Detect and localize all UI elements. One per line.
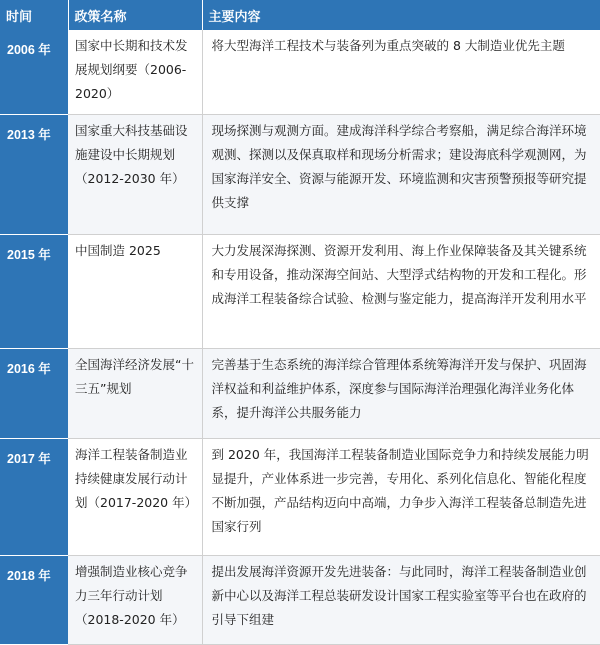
policy-name-cell: 全国海洋经济发展“十三五”规划 <box>68 348 202 438</box>
table-row <box>0 438 600 555</box>
policy-name-cell: 海洋工程装备制造业持续健康发展行动计划（2017-2020 年） <box>68 438 202 555</box>
year-cell: 2013 年 <box>0 114 68 234</box>
content-cell: 到 2020 年，我国海洋工程装备制造业国际竞争力和持续发展能力明显提升，产业体系进一步完善，专用化、系列化信息化、智能化程度不断加强，产品结构迈向中高端，力争步入海洋工程装备总制造先进国家行列 <box>202 438 600 555</box>
year-cell: 2015 年 <box>0 234 68 348</box>
header-main-content: 主要内容 <box>202 0 600 30</box>
year-cell: 2016 年 <box>0 348 68 438</box>
table-header-row <box>0 0 600 30</box>
year-cell: 2017 年 <box>0 438 68 555</box>
policy-name-cell: 国家重大科技基础设施建设中长期规划（2012-2030 年） <box>68 114 202 234</box>
content-cell: 完善基于生态系统的海洋综合管理体系统筹海洋开发与保护、巩固海洋权益和利益维护体系，深度参与国际海洋治理强化海洋业务化体系，提升海洋公共服务能力 <box>202 348 600 438</box>
content-cell: 将大型海洋工程技术与装备列为重点突破的 8 大制造业优先主题 <box>202 30 600 114</box>
policy-name-cell: 中国制造 2025 <box>68 234 202 348</box>
header-policy-name: 政策名称 <box>68 0 202 30</box>
table-row <box>0 555 600 644</box>
table-row <box>0 114 600 234</box>
content-cell: 提出发展海洋资源开发先进装备：与此同时，海洋工程装备制造业创新中心以及海洋工程总装研发设计国家工程实验室等平台也在政府的引导下组建 <box>202 555 600 644</box>
table-row <box>0 234 600 348</box>
header-time: 时间 <box>0 0 68 30</box>
table-row <box>0 348 600 438</box>
year-cell: 2006 年 <box>0 30 68 114</box>
policy-name-cell: 增强制造业核心竞争力三年行动计划（2018-2020 年） <box>68 555 202 644</box>
content-cell: 大力发展深海探测、资源开发利用、海上作业保障装备及其关键系统和专用设备，推动深海空间站、大型浮式结构物的开发和工程化。形成海洋工程装备综合试验、检测与鉴定能力，提高海洋开发利用水平 <box>202 234 600 348</box>
policy-name-cell: 国家中长期和技术发展规划纲要（2006-2020） <box>68 30 202 114</box>
year-cell: 2018 年 <box>0 555 68 644</box>
table-row <box>0 30 600 114</box>
content-cell: 现场探测与观测方面。建成海洋科学综合考察船，满足综合海洋环境观测、探测以及保真取样和现场分析需求；建设海底科学观测网，为国家海洋安全、资源与能源开发、环境监测和灾害预警预报等研究提供支撑 <box>202 114 600 234</box>
